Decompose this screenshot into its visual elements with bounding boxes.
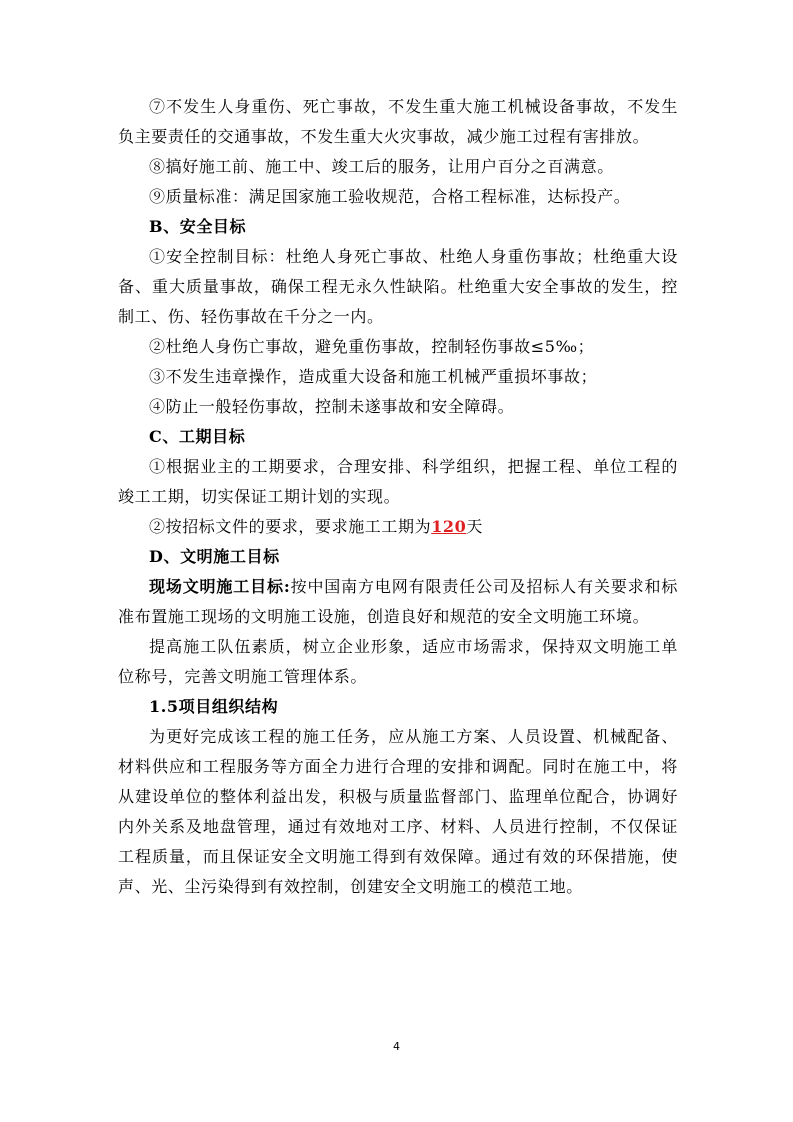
heading-schedule-goal: C、工期目标	[149, 427, 246, 446]
item-7: ⑦不发生人身重伤、死亡事故，不发生重大施工机械设备事故，不发生负主要责任的交通事故，不发生重大火灾事故，减少施工过程有害排放。	[118, 97, 678, 146]
page-content	[118, 92, 678, 902]
org-structure-body: 为更好完成该工程的施工任务，应从施工方案、人员设置、机械配备、材料供应和工程服务等方面全力进行合理的安排和调配。同时在施工中，将从建设单位的整体利益出发，积极与质量监督部门、监理单位配合，协调好内外关系及地盘管理，通过有效地对工序、材料、人员进行控制，不仅保证工程质量，而且保证安全文明施工得到有效保障。通过有效的环保措施，使声、光、尘污染得到有效控制，创建安全文明施工的模范工地。	[118, 727, 678, 896]
civilized-item-2: 提高施工队伍素质，树立企业形象，适应市场需求，保持双文明施工单位称号，完善文明施工管理体系。	[118, 637, 678, 686]
safety-item-1: ①安全控制目标：杜绝人身死亡事故、杜绝人身重伤事故；杜绝重大设备、重大质量事故，确保工程无永久性缺陷。杜绝重大安全事故的发生，控制工、伤、轻伤事故在千分之一内。	[118, 247, 678, 326]
civilized-item-1-text: 按中国南方电网有限责任公司及招标人有关要求和标准布置施工现场的文明施工设施，创造良好和规范的安全文明施工环境。	[118, 577, 678, 626]
schedule-item-2-text: ②按招标文件的要求，要求施工工期为	[149, 517, 432, 536]
safety-item-4: ④防止一般轻伤事故，控制未遂事故和安全障碍。	[149, 397, 515, 416]
schedule-item-2	[118, 512, 678, 542]
civilized-item-1-lead: 现场文明施工目标:	[149, 577, 291, 596]
heading-safety-goal: B、安全目标	[149, 217, 247, 236]
item-8: ⑧搞好施工前、施工中、竣工后的服务，让用户百分之百满意。	[149, 157, 614, 176]
schedule-item-2-unit: 天	[466, 517, 484, 536]
schedule-item-1: ①根据业主的工期要求，合理安排、科学组织，把握工程、单位工程的竣工工期，切实保证工期计划的实现。	[118, 457, 678, 506]
safety-item-2: ②杜绝人身伤亡事故，避免重伤事故，控制轻伤事故≤5‰；	[149, 337, 595, 356]
civilized-item-1	[118, 572, 678, 632]
item-9: ⑨质量标准：满足国家施工验收规范，合格工程标准，达标投产。	[149, 187, 631, 206]
duration-value: 120	[431, 517, 467, 536]
safety-item-3: ③不发生违章操作，造成重大设备和施工机械严重损坏事故；	[149, 367, 598, 386]
heading-civilized-goal: D、文明施工目标	[149, 547, 280, 566]
heading-org-structure: 1.5项目组织结构	[149, 697, 279, 716]
page-number: 4	[393, 1040, 400, 1053]
